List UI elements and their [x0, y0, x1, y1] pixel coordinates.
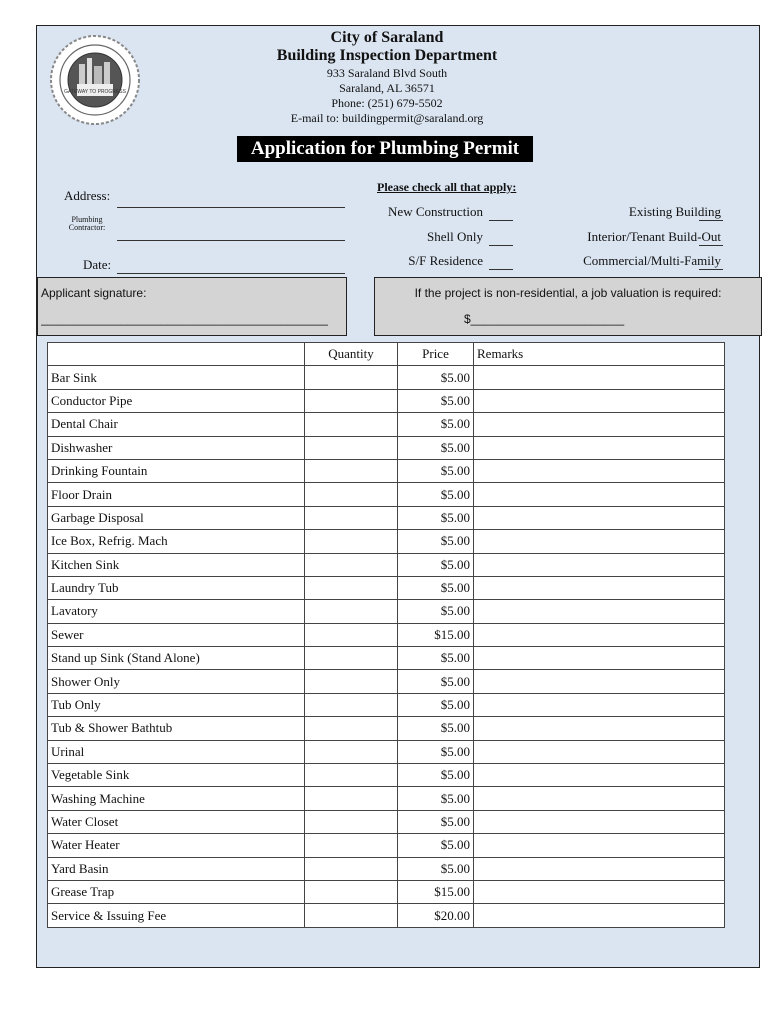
- remarks-cell[interactable]: [474, 857, 725, 880]
- item-cell: Service & Issuing Fee: [48, 904, 305, 927]
- date-label: Date:: [83, 257, 112, 272]
- table-row: [48, 459, 725, 482]
- remarks-cell[interactable]: [474, 693, 725, 716]
- remarks-cell[interactable]: [474, 717, 725, 740]
- plumbing-contractor-label: [59, 216, 115, 233]
- price-cell: $5.00: [398, 717, 474, 740]
- price-cell: $5.00: [398, 670, 474, 693]
- city-name: City of Saraland: [330, 29, 444, 46]
- price-cell: $5.00: [398, 834, 474, 857]
- table-row: [48, 693, 725, 716]
- item-cell: Floor Drain: [48, 483, 305, 506]
- interior-tenant-checkbox[interactable]: [699, 245, 723, 246]
- table-row: [48, 483, 725, 506]
- table-row: [48, 623, 725, 646]
- form-title: Application for Plumbing Permit: [237, 136, 533, 162]
- plumbing-contractor-label-line-1: Plumbing: [71, 215, 103, 224]
- price-cell: $5.00: [398, 787, 474, 810]
- table-row: [48, 366, 725, 389]
- quantity-cell[interactable]: [305, 576, 398, 599]
- quantity-cell[interactable]: [305, 483, 398, 506]
- price-cell: $5.00: [398, 413, 474, 436]
- remarks-cell[interactable]: [474, 506, 725, 529]
- table-row: [48, 880, 725, 903]
- quantity-cell[interactable]: [305, 810, 398, 833]
- table-row: [48, 904, 725, 927]
- price-cell: $5.00: [398, 740, 474, 763]
- item-cell: Grease Trap: [48, 880, 305, 903]
- quantity-cell[interactable]: [305, 366, 398, 389]
- price-cell: $5.00: [398, 857, 474, 880]
- quantity-cell[interactable]: [305, 600, 398, 623]
- remarks-cell[interactable]: [474, 389, 725, 412]
- shell-only-label: Shell Only: [427, 229, 483, 244]
- remarks-cell[interactable]: [474, 459, 725, 482]
- price-cell: $5.00: [398, 810, 474, 833]
- price-cell: $5.00: [398, 553, 474, 576]
- check-heading: Please check all that apply:: [377, 180, 517, 194]
- remarks-cell[interactable]: [474, 787, 725, 810]
- item-cell: Bar Sink: [48, 366, 305, 389]
- quantity-cell[interactable]: [305, 834, 398, 857]
- plumbing-contractor-label-line-2: Contractor:: [68, 223, 106, 233]
- quantity-cell[interactable]: [305, 553, 398, 576]
- applicant-signature-box[interactable]: [37, 277, 347, 336]
- price-cell: $5.00: [398, 389, 474, 412]
- quantity-cell[interactable]: [305, 787, 398, 810]
- item-cell: Water Heater: [48, 834, 305, 857]
- table-row: [48, 576, 725, 599]
- sf-residence-label: S/F Residence: [408, 253, 483, 268]
- existing-building-checkbox[interactable]: [699, 220, 723, 221]
- sf-residence-checkbox[interactable]: [489, 269, 513, 270]
- quantity-cell[interactable]: [305, 436, 398, 459]
- remarks-cell[interactable]: [474, 576, 725, 599]
- table-row: [48, 530, 725, 553]
- permit-form: [36, 25, 760, 968]
- date-input-line[interactable]: [117, 273, 345, 274]
- item-cell: Tub Only: [48, 693, 305, 716]
- existing-building-label: Existing Building: [628, 204, 721, 219]
- remarks-cell[interactable]: [474, 880, 725, 903]
- remarks-cell[interactable]: [474, 740, 725, 763]
- table-row: [48, 506, 725, 529]
- item-cell: Shower Only: [48, 670, 305, 693]
- quantity-cell[interactable]: [305, 413, 398, 436]
- table-row: [48, 413, 725, 436]
- job-valuation-note: If the project is non-residential, a job valuation is required:: [414, 286, 722, 300]
- quantity-cell[interactable]: [305, 389, 398, 412]
- item-cell: Laundry Tub: [48, 576, 305, 599]
- item-cell: Kitchen Sink: [48, 553, 305, 576]
- remarks-cell[interactable]: [474, 553, 725, 576]
- quantity-cell[interactable]: [305, 623, 398, 646]
- remarks-cell[interactable]: [474, 810, 725, 833]
- table-row: [48, 436, 725, 459]
- table-row: [48, 553, 725, 576]
- price-cell: $5.00: [398, 459, 474, 482]
- quantity-cell[interactable]: [305, 764, 398, 787]
- quantity-cell[interactable]: [305, 857, 398, 880]
- job-valuation-line: $_______________________: [464, 312, 625, 326]
- table-row: [48, 834, 725, 857]
- applicant-signature-line: ___________________________________________: [41, 312, 328, 326]
- item-cell: Conductor Pipe: [48, 389, 305, 412]
- department-name: Building Inspection Department: [276, 47, 498, 64]
- item-header: [48, 343, 305, 366]
- table-row: [48, 810, 725, 833]
- quantity-cell[interactable]: [305, 717, 398, 740]
- table-row: [48, 647, 725, 670]
- fee-table: [47, 342, 725, 928]
- remarks-cell[interactable]: [474, 600, 725, 623]
- remarks-cell[interactable]: [474, 436, 725, 459]
- item-cell: Washing Machine: [48, 787, 305, 810]
- remarks-cell[interactable]: [474, 413, 725, 436]
- interior-tenant-label: Interior/Tenant Build-Out: [587, 229, 721, 244]
- item-cell: Tub & Shower Bathtub: [48, 717, 305, 740]
- table-header-row: [48, 343, 725, 366]
- quantity-cell[interactable]: [305, 693, 398, 716]
- table-row: [48, 787, 725, 810]
- price-cell: $15.00: [398, 880, 474, 903]
- item-cell: Dishwasher: [48, 436, 305, 459]
- quantity-cell[interactable]: [305, 530, 398, 553]
- item-cell: Garbage Disposal: [48, 506, 305, 529]
- item-cell: Urinal: [48, 740, 305, 763]
- address-line-2: Saraland, AL 36571: [339, 81, 435, 95]
- seal-motto: GATEWAY TO PROGRESS: [64, 89, 126, 95]
- price-cell: $5.00: [398, 506, 474, 529]
- remarks-cell[interactable]: [474, 834, 725, 857]
- quantity-header: Quantity: [305, 343, 398, 366]
- item-cell: Dental Chair: [48, 413, 305, 436]
- table-row: [48, 389, 725, 412]
- table-row: [48, 670, 725, 693]
- new-construction-label: New Construction: [388, 204, 483, 219]
- remarks-cell[interactable]: [474, 483, 725, 506]
- quantity-cell[interactable]: [305, 904, 398, 927]
- price-cell: $15.00: [398, 623, 474, 646]
- commercial-multi-checkbox[interactable]: [699, 269, 723, 270]
- quantity-cell[interactable]: [305, 740, 398, 763]
- price-cell: $5.00: [398, 366, 474, 389]
- table-row: [48, 740, 725, 763]
- table-row: [48, 764, 725, 787]
- address-input-line[interactable]: [117, 207, 345, 208]
- quantity-cell[interactable]: [305, 459, 398, 482]
- quantity-cell[interactable]: [305, 506, 398, 529]
- remarks-header: Remarks: [474, 343, 725, 366]
- shell-only-checkbox[interactable]: [489, 245, 513, 246]
- price-cell: $5.00: [398, 600, 474, 623]
- applicant-signature-label: Applicant signature:: [41, 286, 147, 300]
- table-row: [48, 857, 725, 880]
- job-valuation-box[interactable]: [374, 277, 762, 336]
- table-row: [48, 600, 725, 623]
- remarks-cell[interactable]: [474, 670, 725, 693]
- plumbing-contractor-input-line[interactable]: [117, 240, 345, 241]
- phone-number: Phone: (251) 679-5502: [331, 96, 443, 110]
- price-cell: $20.00: [398, 904, 474, 927]
- address-label: Address:: [64, 188, 111, 203]
- price-cell: $5.00: [398, 693, 474, 716]
- remarks-cell[interactable]: [474, 366, 725, 389]
- item-cell: Ice Box, Refrig. Mach: [48, 530, 305, 553]
- quantity-cell[interactable]: [305, 647, 398, 670]
- price-cell: $5.00: [398, 436, 474, 459]
- item-cell: Vegetable Sink: [48, 764, 305, 787]
- commercial-multi-label: Commercial/Multi-Family: [583, 253, 721, 268]
- item-cell: Yard Basin: [48, 857, 305, 880]
- price-cell: $5.00: [398, 576, 474, 599]
- price-cell: $5.00: [398, 530, 474, 553]
- remarks-cell[interactable]: [474, 764, 725, 787]
- address-line-1: 933 Saraland Blvd South: [326, 66, 448, 80]
- item-cell: Sewer: [48, 623, 305, 646]
- remarks-cell[interactable]: [474, 647, 725, 670]
- price-cell: $5.00: [398, 764, 474, 787]
- item-cell: Stand up Sink (Stand Alone): [48, 647, 305, 670]
- price-header: Price: [398, 343, 474, 366]
- quantity-cell[interactable]: [305, 670, 398, 693]
- remarks-cell[interactable]: [474, 623, 725, 646]
- item-cell: Water Closet: [48, 810, 305, 833]
- item-cell: Lavatory: [48, 600, 305, 623]
- email-address: E-mail to: buildingpermit@saraland.org: [290, 111, 484, 125]
- price-cell: $5.00: [398, 647, 474, 670]
- price-cell: $5.00: [398, 483, 474, 506]
- remarks-cell[interactable]: [474, 904, 725, 927]
- new-construction-checkbox[interactable]: [489, 220, 513, 221]
- quantity-cell[interactable]: [305, 880, 398, 903]
- item-cell: Drinking Fountain: [48, 459, 305, 482]
- table-row: [48, 717, 725, 740]
- remarks-cell[interactable]: [474, 530, 725, 553]
